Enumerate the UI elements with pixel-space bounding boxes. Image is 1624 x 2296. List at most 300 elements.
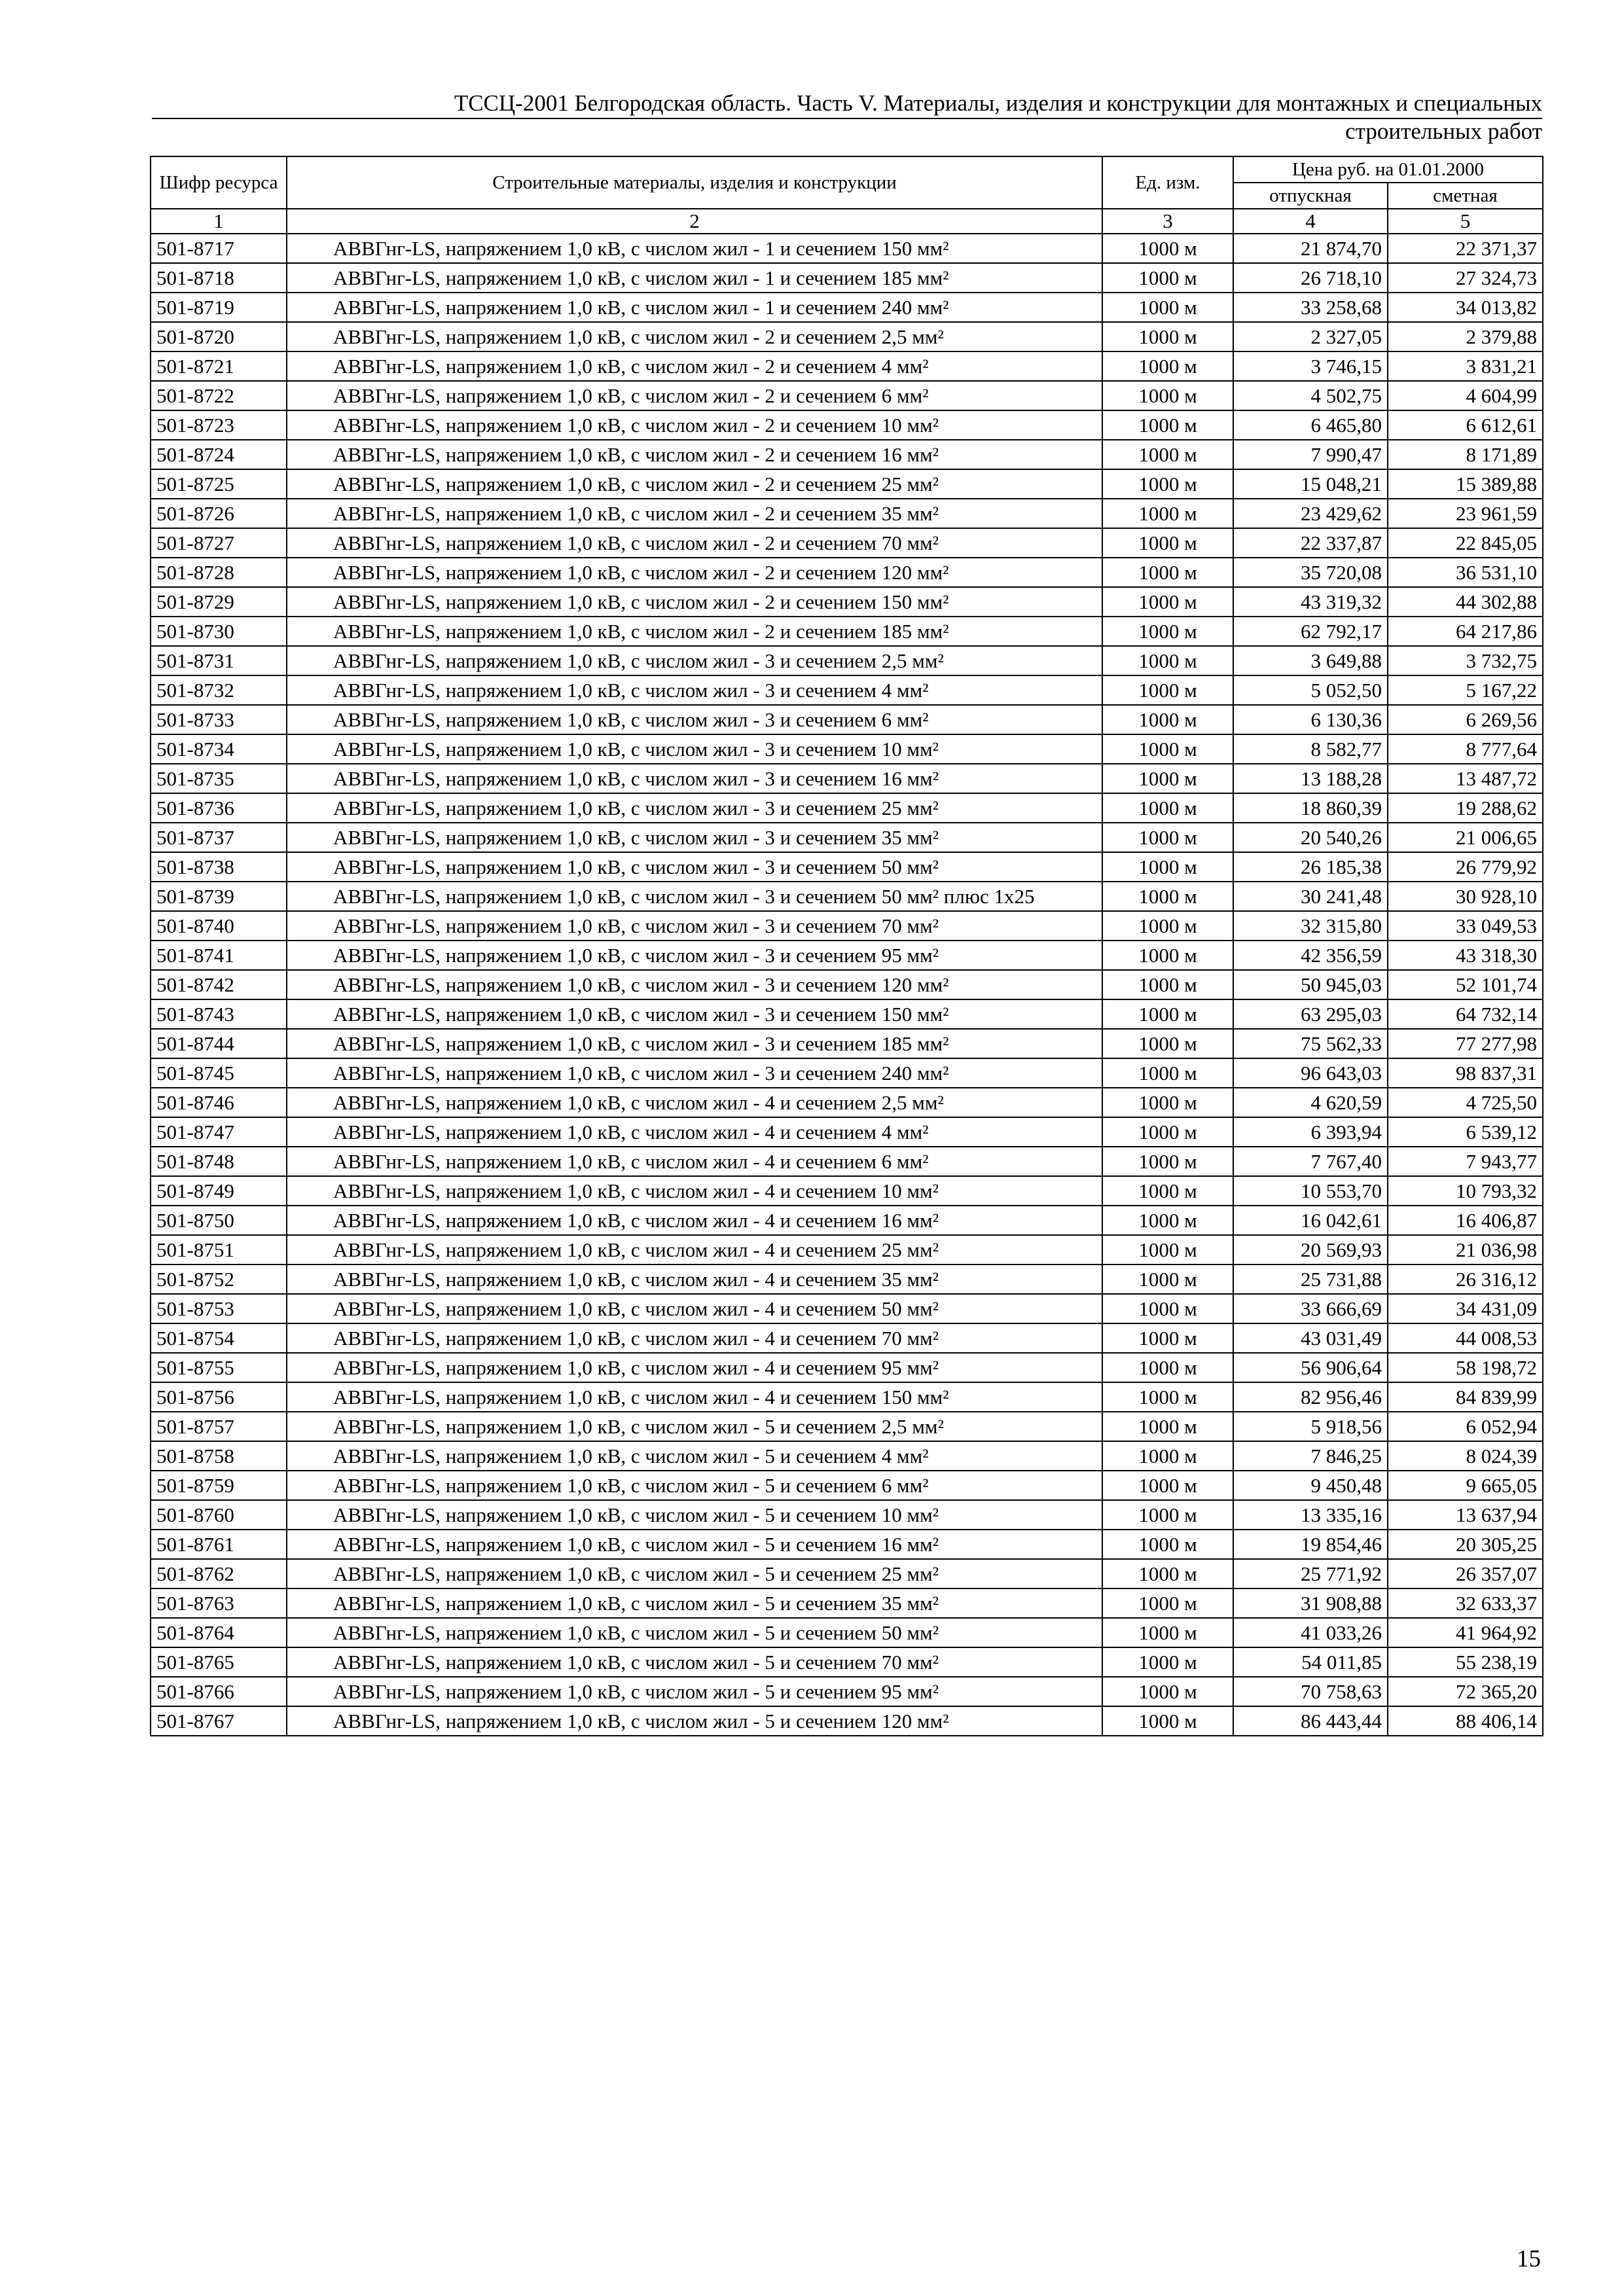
resource-code: 501-8751 <box>151 1235 287 1265</box>
resource-code: 501-8726 <box>151 499 287 528</box>
estimate-price: 34 013,82 <box>1388 293 1543 322</box>
material-name <box>287 1382 1102 1412</box>
unit: 1000 м <box>1102 1382 1233 1412</box>
resource-code: 501-8728 <box>151 558 287 587</box>
release-price: 25 771,92 <box>1233 1559 1388 1588</box>
release-price: 75 562,33 <box>1233 1029 1388 1058</box>
release-price: 86 443,44 <box>1233 1706 1388 1736</box>
table-row <box>151 970 1543 999</box>
release-price: 16 042,61 <box>1233 1206 1388 1235</box>
estimate-price: 77 277,98 <box>1388 1029 1543 1058</box>
table-row <box>151 1117 1543 1147</box>
release-price: 96 643,03 <box>1233 1058 1388 1088</box>
material-name-text: АВВГнг-LS, напряжением 1,0 кВ, с числом жил - 3 и сечением 50 мм² плюс 1х25 <box>333 885 1035 908</box>
table-row <box>151 1353 1543 1382</box>
unit: 1000 м <box>1102 941 1233 970</box>
material-name-text: АВВГнг-LS, напряжением 1,0 кВ, с числом жил - 4 и сечением 10 мм² <box>333 1179 939 1202</box>
estimate-price: 44 008,53 <box>1388 1323 1543 1353</box>
table-row <box>151 410 1543 440</box>
release-price: 13 335,16 <box>1233 1500 1388 1530</box>
resource-code: 501-8737 <box>151 823 287 852</box>
table-row <box>151 469 1543 499</box>
table-row <box>151 322 1543 351</box>
material-name <box>287 1323 1102 1353</box>
estimate-price: 21 036,98 <box>1388 1235 1543 1265</box>
table-row <box>151 263 1543 293</box>
resource-code: 501-8725 <box>151 469 287 499</box>
material-name-text: АВВГнг-LS, напряжением 1,0 кВ, с числом жил - 2 и сечением 10 мм² <box>333 414 939 437</box>
resource-code: 501-8752 <box>151 1265 287 1294</box>
release-price: 13 188,28 <box>1233 764 1388 793</box>
material-name <box>287 1353 1102 1382</box>
release-price: 50 945,03 <box>1233 970 1388 999</box>
unit: 1000 м <box>1102 1412 1233 1441</box>
unit: 1000 м <box>1102 1265 1233 1294</box>
estimate-price: 5 167,22 <box>1388 675 1543 705</box>
material-name-text: АВВГнг-LS, напряжением 1,0 кВ, с числом жил - 4 и сечением 6 мм² <box>333 1150 929 1173</box>
release-price: 43 319,32 <box>1233 587 1388 617</box>
estimate-price: 10 793,32 <box>1388 1176 1543 1206</box>
release-price: 10 553,70 <box>1233 1176 1388 1206</box>
material-name <box>287 675 1102 705</box>
estimate-price: 33 049,53 <box>1388 911 1543 941</box>
header-unit: Ед. изм. <box>1102 156 1233 209</box>
table-row <box>151 1588 1543 1618</box>
unit: 1000 м <box>1102 617 1233 646</box>
table-body <box>151 234 1543 1736</box>
resource-code: 501-8755 <box>151 1353 287 1382</box>
page-number: 15 <box>1517 2246 1541 2272</box>
material-name-text: АВВГнг-LS, напряжением 1,0 кВ, с числом жил - 2 и сечением 16 мм² <box>333 443 939 466</box>
unit: 1000 м <box>1102 675 1233 705</box>
unit: 1000 м <box>1102 823 1233 852</box>
table-row <box>151 351 1543 381</box>
release-price: 70 758,63 <box>1233 1677 1388 1706</box>
material-name-text: АВВГнг-LS, напряжением 1,0 кВ, с числом жил - 4 и сечением 4 мм² <box>333 1121 929 1143</box>
material-name-text: АВВГнг-LS, напряжением 1,0 кВ, с числом жил - 5 и сечением 35 мм² <box>333 1592 939 1615</box>
release-price: 56 906,64 <box>1233 1353 1388 1382</box>
release-price: 25 731,88 <box>1233 1265 1388 1294</box>
material-name <box>287 1117 1102 1147</box>
header-release-price: отпускная <box>1233 183 1388 209</box>
material-name <box>287 1412 1102 1441</box>
resource-code: 501-8720 <box>151 322 287 351</box>
material-name <box>287 1265 1102 1294</box>
material-name-text: АВВГнг-LS, напряжением 1,0 кВ, с числом жил - 4 и сечением 70 мм² <box>333 1327 939 1350</box>
unit: 1000 м <box>1102 1088 1233 1117</box>
release-price: 33 666,69 <box>1233 1294 1388 1323</box>
material-name-text: АВВГнг-LS, напряжением 1,0 кВ, с числом жил - 4 и сечением 150 мм² <box>333 1386 949 1408</box>
resource-code: 501-8745 <box>151 1058 287 1088</box>
table-row <box>151 1265 1543 1294</box>
estimate-price: 20 305,25 <box>1388 1530 1543 1559</box>
material-name <box>287 587 1102 617</box>
material-name <box>287 1235 1102 1265</box>
unit: 1000 м <box>1102 1206 1233 1235</box>
estimate-price: 4 725,50 <box>1388 1088 1543 1117</box>
column-number: 3 <box>1102 209 1233 234</box>
material-name <box>287 793 1102 823</box>
unit: 1000 м <box>1102 882 1233 911</box>
material-name-text: АВВГнг-LS, напряжением 1,0 кВ, с числом жил - 1 и сечением 150 мм² <box>333 237 949 260</box>
table-row <box>151 646 1543 675</box>
unit: 1000 м <box>1102 764 1233 793</box>
material-name-text: АВВГнг-LS, напряжением 1,0 кВ, с числом жил - 5 и сечением 16 мм² <box>333 1533 939 1556</box>
material-name <box>287 263 1102 293</box>
resource-code: 501-8727 <box>151 528 287 558</box>
estimate-price: 21 006,65 <box>1388 823 1543 852</box>
resource-code: 501-8735 <box>151 764 287 793</box>
resource-code: 501-8736 <box>151 793 287 823</box>
estimate-price: 26 357,07 <box>1388 1559 1543 1588</box>
material-name <box>287 1530 1102 1559</box>
unit: 1000 м <box>1102 705 1233 734</box>
material-name <box>287 823 1102 852</box>
unit: 1000 м <box>1102 1677 1233 1706</box>
table-row <box>151 1618 1543 1647</box>
table-row <box>151 1412 1543 1441</box>
unit: 1000 м <box>1102 499 1233 528</box>
estimate-price: 16 406,87 <box>1388 1206 1543 1235</box>
table-row <box>151 882 1543 911</box>
table-row <box>151 234 1543 263</box>
material-name <box>287 1176 1102 1206</box>
material-name-text: АВВГнг-LS, напряжением 1,0 кВ, с числом жил - 3 и сечением 6 мм² <box>333 708 929 731</box>
material-name-text: АВВГнг-LS, напряжением 1,0 кВ, с числом жил - 4 и сечением 35 мм² <box>333 1268 939 1291</box>
material-name <box>287 734 1102 764</box>
material-name <box>287 941 1102 970</box>
unit: 1000 м <box>1102 646 1233 675</box>
material-name <box>287 322 1102 351</box>
header-name: Строительные материалы, изделия и конструкции <box>287 156 1102 209</box>
column-number-row <box>151 209 1543 234</box>
estimate-price: 44 302,88 <box>1388 587 1543 617</box>
material-name-text: АВВГнг-LS, напряжением 1,0 кВ, с числом жил - 2 и сечением 185 мм² <box>333 620 949 643</box>
material-name <box>287 351 1102 381</box>
material-name-text: АВВГнг-LS, напряжением 1,0 кВ, с числом жил - 3 и сечением 10 мм² <box>333 738 939 761</box>
material-name <box>287 1588 1102 1618</box>
estimate-price: 8 024,39 <box>1388 1441 1543 1471</box>
release-price: 30 241,48 <box>1233 882 1388 911</box>
material-name-text: АВВГнг-LS, напряжением 1,0 кВ, с числом жил - 4 и сечением 25 мм² <box>333 1238 939 1261</box>
material-name-text: АВВГнг-LS, напряжением 1,0 кВ, с числом жил - 5 и сечением 95 мм² <box>333 1680 939 1703</box>
estimate-price: 8 171,89 <box>1388 440 1543 469</box>
material-name <box>287 410 1102 440</box>
unit: 1000 м <box>1102 1294 1233 1323</box>
resource-code: 501-8732 <box>151 675 287 705</box>
material-name <box>287 1088 1102 1117</box>
table-row <box>151 1441 1543 1471</box>
release-price: 82 956,46 <box>1233 1382 1388 1412</box>
material-name <box>287 911 1102 941</box>
material-name-text: АВВГнг-LS, напряжением 1,0 кВ, с числом жил - 3 и сечением 25 мм² <box>333 797 939 819</box>
table-row <box>151 793 1543 823</box>
table-row <box>151 1559 1543 1588</box>
release-price: 22 337,87 <box>1233 528 1388 558</box>
material-name-text: АВВГнг-LS, напряжением 1,0 кВ, с числом жил - 3 и сечением 4 мм² <box>333 679 929 702</box>
material-name <box>287 1500 1102 1530</box>
material-name <box>287 1029 1102 1058</box>
release-price: 26 185,38 <box>1233 852 1388 882</box>
resource-code: 501-8723 <box>151 410 287 440</box>
material-name <box>287 1677 1102 1706</box>
estimate-price: 32 633,37 <box>1388 1588 1543 1618</box>
estimate-price: 6 539,12 <box>1388 1117 1543 1147</box>
header-rule <box>152 118 1542 119</box>
material-name <box>287 528 1102 558</box>
unit: 1000 м <box>1102 1441 1233 1471</box>
unit: 1000 м <box>1102 1471 1233 1500</box>
release-price: 20 540,26 <box>1233 823 1388 852</box>
release-price: 6 465,80 <box>1233 410 1388 440</box>
material-name-text: АВВГнг-LS, напряжением 1,0 кВ, с числом жил - 5 и сечением 25 мм² <box>333 1562 939 1585</box>
unit: 1000 м <box>1102 528 1233 558</box>
table-row <box>151 675 1543 705</box>
material-name <box>287 1647 1102 1677</box>
release-price: 7 990,47 <box>1233 440 1388 469</box>
estimate-price: 8 777,64 <box>1388 734 1543 764</box>
release-price: 7 767,40 <box>1233 1147 1388 1176</box>
release-price: 54 011,85 <box>1233 1647 1388 1677</box>
material-name-text: АВВГнг-LS, напряжением 1,0 кВ, с числом жил - 2 и сечением 2,5 мм² <box>333 325 944 348</box>
estimate-price: 41 964,92 <box>1388 1618 1543 1647</box>
material-name-text: АВВГнг-LS, напряжением 1,0 кВ, с числом жил - 2 и сечением 150 мм² <box>333 590 949 613</box>
release-price: 20 569,93 <box>1233 1235 1388 1265</box>
resource-code: 501-8750 <box>151 1206 287 1235</box>
unit: 1000 м <box>1102 1559 1233 1588</box>
column-number: 5 <box>1388 209 1543 234</box>
resource-code: 501-8760 <box>151 1500 287 1530</box>
material-name-text: АВВГнг-LS, напряжением 1,0 кВ, с числом жил - 1 и сечением 240 мм² <box>333 296 949 319</box>
material-name-text: АВВГнг-LS, напряжением 1,0 кВ, с числом жил - 5 и сечением 50 мм² <box>333 1621 939 1644</box>
table-row <box>151 1088 1543 1117</box>
unit: 1000 м <box>1102 734 1233 764</box>
material-name <box>287 1147 1102 1176</box>
material-name-text: АВВГнг-LS, напряжением 1,0 кВ, с числом жил - 4 и сечением 50 мм² <box>333 1297 939 1320</box>
unit: 1000 м <box>1102 1235 1233 1265</box>
resource-code: 501-8719 <box>151 293 287 322</box>
estimate-price: 22 371,37 <box>1388 234 1543 263</box>
release-price: 33 258,68 <box>1233 293 1388 322</box>
release-price: 31 908,88 <box>1233 1588 1388 1618</box>
unit: 1000 м <box>1102 410 1233 440</box>
estimate-price: 19 288,62 <box>1388 793 1543 823</box>
table-row <box>151 587 1543 617</box>
resource-code: 501-8754 <box>151 1323 287 1353</box>
estimate-price: 58 198,72 <box>1388 1353 1543 1382</box>
unit: 1000 м <box>1102 1117 1233 1147</box>
table-row <box>151 764 1543 793</box>
estimate-price: 4 604,99 <box>1388 381 1543 410</box>
material-name-text: АВВГнг-LS, напряжением 1,0 кВ, с числом жил - 3 и сечением 35 мм² <box>333 826 939 849</box>
resource-code: 501-8763 <box>151 1588 287 1618</box>
estimate-price: 2 379,88 <box>1388 322 1543 351</box>
material-name <box>287 646 1102 675</box>
resource-code: 501-8721 <box>151 351 287 381</box>
unit: 1000 м <box>1102 1176 1233 1206</box>
table-row <box>151 1147 1543 1176</box>
material-name <box>287 617 1102 646</box>
material-name <box>287 1706 1102 1736</box>
release-price: 23 429,62 <box>1233 499 1388 528</box>
unit: 1000 м <box>1102 381 1233 410</box>
material-name-text: АВВГнг-LS, напряжением 1,0 кВ, с числом жил - 4 и сечением 16 мм² <box>333 1209 939 1232</box>
release-price: 2 327,05 <box>1233 322 1388 351</box>
release-price: 15 048,21 <box>1233 469 1388 499</box>
material-name-text: АВВГнг-LS, напряжением 1,0 кВ, с числом жил - 3 и сечением 50 мм² <box>333 855 939 878</box>
material-name-text: АВВГнг-LS, напряжением 1,0 кВ, с числом жил - 2 и сечением 120 мм² <box>333 561 949 584</box>
unit: 1000 м <box>1102 970 1233 999</box>
running-header-line2: строительных работ <box>1345 118 1542 144</box>
material-name <box>287 558 1102 587</box>
resource-code: 501-8734 <box>151 734 287 764</box>
material-name-text: АВВГнг-LS, напряжением 1,0 кВ, с числом жил - 3 и сечением 120 мм² <box>333 973 949 996</box>
table-row <box>151 941 1543 970</box>
unit: 1000 м <box>1102 263 1233 293</box>
resource-code: 501-8717 <box>151 234 287 263</box>
release-price: 21 874,70 <box>1233 234 1388 263</box>
running-header-line1: ТССЦ-2001 Белгородская область. Часть V. Материалы, изделия и конструкции для монтажных и специальных <box>454 90 1542 116</box>
material-name <box>287 999 1102 1029</box>
estimate-price: 15 389,88 <box>1388 469 1543 499</box>
column-number: 4 <box>1233 209 1388 234</box>
table-row <box>151 1647 1543 1677</box>
resource-code: 501-8729 <box>151 587 287 617</box>
material-name-text: АВВГнг-LS, напряжением 1,0 кВ, с числом жил - 3 и сечением 185 мм² <box>333 1032 949 1055</box>
resource-code: 501-8747 <box>151 1117 287 1147</box>
release-price: 42 356,59 <box>1233 941 1388 970</box>
estimate-price: 43 318,30 <box>1388 941 1543 970</box>
resource-code: 501-8765 <box>151 1647 287 1677</box>
resource-code: 501-8759 <box>151 1471 287 1500</box>
resource-code: 501-8758 <box>151 1441 287 1471</box>
release-price: 5 052,50 <box>1233 675 1388 705</box>
resource-code: 501-8766 <box>151 1677 287 1706</box>
material-name <box>287 1618 1102 1647</box>
unit: 1000 м <box>1102 1058 1233 1088</box>
material-name-text: АВВГнг-LS, напряжением 1,0 кВ, с числом жил - 4 и сечением 2,5 мм² <box>333 1091 944 1114</box>
unit: 1000 м <box>1102 1147 1233 1176</box>
unit: 1000 м <box>1102 558 1233 587</box>
estimate-price: 6 052,94 <box>1388 1412 1543 1441</box>
estimate-price: 88 406,14 <box>1388 1706 1543 1736</box>
material-name-text: АВВГнг-LS, напряжением 1,0 кВ, с числом жил - 2 и сечением 4 мм² <box>333 355 929 378</box>
release-price: 6 130,36 <box>1233 705 1388 734</box>
estimate-price: 64 732,14 <box>1388 999 1543 1029</box>
price-table <box>150 156 1543 1736</box>
table-row <box>151 1176 1543 1206</box>
release-price: 9 450,48 <box>1233 1471 1388 1500</box>
material-name <box>287 705 1102 734</box>
table-row <box>151 1235 1543 1265</box>
resource-code: 501-8761 <box>151 1530 287 1559</box>
material-name-text: АВВГнг-LS, напряжением 1,0 кВ, с числом жил - 5 и сечением 10 мм² <box>333 1503 939 1526</box>
estimate-price: 84 839,99 <box>1388 1382 1543 1412</box>
resource-code: 501-8740 <box>151 911 287 941</box>
material-name <box>287 882 1102 911</box>
estimate-price: 3 732,75 <box>1388 646 1543 675</box>
table-row <box>151 1294 1543 1323</box>
estimate-price: 52 101,74 <box>1388 970 1543 999</box>
resource-code: 501-8738 <box>151 852 287 882</box>
resource-code: 501-8762 <box>151 1559 287 1588</box>
material-name <box>287 970 1102 999</box>
table-row <box>151 293 1543 322</box>
unit: 1000 м <box>1102 293 1233 322</box>
resource-code: 501-8757 <box>151 1412 287 1441</box>
material-name-text: АВВГнг-LS, напряжением 1,0 кВ, с числом жил - 5 и сечением 6 мм² <box>333 1474 929 1497</box>
estimate-price: 23 961,59 <box>1388 499 1543 528</box>
material-name <box>287 1294 1102 1323</box>
material-name-text: АВВГнг-LS, напряжением 1,0 кВ, с числом жил - 5 и сечением 4 мм² <box>333 1444 929 1467</box>
column-number: 1 <box>151 209 287 234</box>
unit: 1000 м <box>1102 234 1233 263</box>
release-price: 35 720,08 <box>1233 558 1388 587</box>
material-name-text: АВВГнг-LS, напряжением 1,0 кВ, с числом жил - 3 и сечением 150 мм² <box>333 1003 949 1026</box>
material-name <box>287 1206 1102 1235</box>
resource-code: 501-8764 <box>151 1618 287 1647</box>
header-price: Цена руб. на 01.01.2000 <box>1233 156 1543 183</box>
resource-code: 501-8730 <box>151 617 287 646</box>
material-name-text: АВВГнг-LS, напряжением 1,0 кВ, с числом жил - 3 и сечением 240 мм² <box>333 1062 949 1085</box>
table-row <box>151 911 1543 941</box>
table-row <box>151 1677 1543 1706</box>
table-row <box>151 381 1543 410</box>
column-number: 2 <box>287 209 1102 234</box>
table-row <box>151 617 1543 646</box>
unit: 1000 м <box>1102 1353 1233 1382</box>
estimate-price: 26 316,12 <box>1388 1265 1543 1294</box>
material-name <box>287 293 1102 322</box>
estimate-price: 13 637,94 <box>1388 1500 1543 1530</box>
material-name-text: АВВГнг-LS, напряжением 1,0 кВ, с числом жил - 5 и сечением 120 мм² <box>333 1710 949 1732</box>
estimate-price: 30 928,10 <box>1388 882 1543 911</box>
release-price: 5 918,56 <box>1233 1412 1388 1441</box>
unit: 1000 м <box>1102 587 1233 617</box>
table-row <box>151 734 1543 764</box>
release-price: 32 315,80 <box>1233 911 1388 941</box>
table-row <box>151 1382 1543 1412</box>
table-row <box>151 705 1543 734</box>
estimate-price: 27 324,73 <box>1388 263 1543 293</box>
material-name-text: АВВГнг-LS, напряжением 1,0 кВ, с числом жил - 3 и сечением 16 мм² <box>333 767 939 790</box>
unit: 1000 м <box>1102 440 1233 469</box>
table-row <box>151 823 1543 852</box>
resource-code: 501-8718 <box>151 263 287 293</box>
release-price: 3 649,88 <box>1233 646 1388 675</box>
material-name-text: АВВГнг-LS, напряжением 1,0 кВ, с числом жил - 5 и сечением 70 мм² <box>333 1651 939 1674</box>
estimate-price: 72 365,20 <box>1388 1677 1543 1706</box>
table-row <box>151 852 1543 882</box>
release-price: 41 033,26 <box>1233 1618 1388 1647</box>
material-name <box>287 440 1102 469</box>
release-price: 8 582,77 <box>1233 734 1388 764</box>
unit: 1000 м <box>1102 1500 1233 1530</box>
material-name <box>287 1441 1102 1471</box>
estimate-price: 36 531,10 <box>1388 558 1543 587</box>
estimate-price: 22 845,05 <box>1388 528 1543 558</box>
unit: 1000 м <box>1102 351 1233 381</box>
estimate-price: 64 217,86 <box>1388 617 1543 646</box>
unit: 1000 м <box>1102 911 1233 941</box>
resource-code: 501-8731 <box>151 646 287 675</box>
unit: 1000 м <box>1102 852 1233 882</box>
estimate-price: 3 831,21 <box>1388 351 1543 381</box>
estimate-price: 34 431,09 <box>1388 1294 1543 1323</box>
resource-code: 501-8753 <box>151 1294 287 1323</box>
resource-code: 501-8724 <box>151 440 287 469</box>
table-row <box>151 1471 1543 1500</box>
